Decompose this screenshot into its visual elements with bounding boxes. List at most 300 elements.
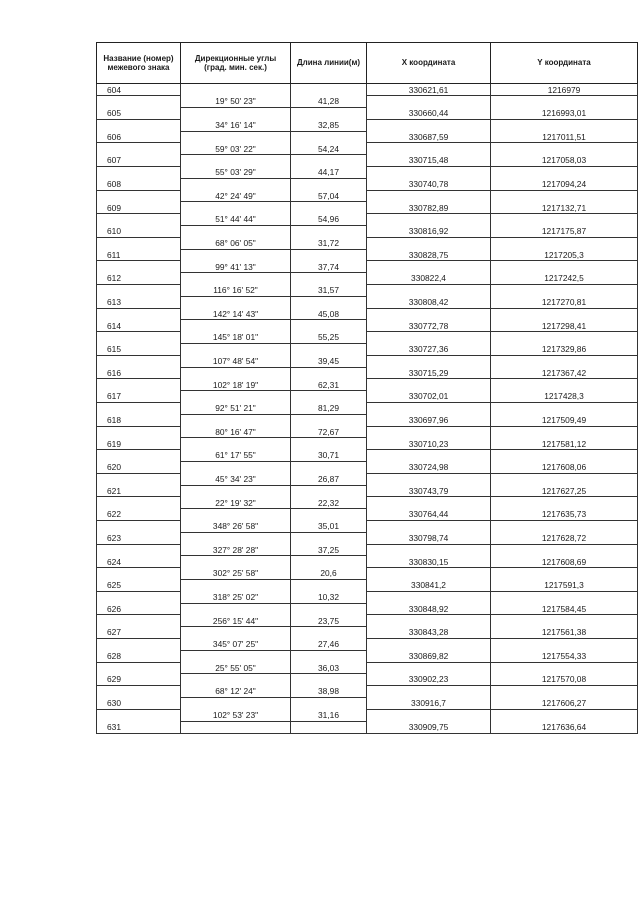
direction-angle-cell: 34° 16' 14"	[181, 119, 291, 131]
y-coordinate-cell: 1217591,3	[491, 579, 638, 591]
y-coordinate-cell	[491, 379, 638, 391]
x-coordinate-cell	[367, 544, 491, 556]
point-name-cell: 615	[97, 344, 181, 356]
direction-angle-cell	[181, 674, 291, 686]
direction-angle-cell	[181, 344, 291, 356]
point-name-cell	[97, 285, 181, 297]
point-name-cell: 616	[97, 367, 181, 379]
direction-angle-cell: 68° 06' 05"	[181, 237, 291, 249]
table-row-point	[97, 320, 638, 332]
x-coordinate-cell: 330740,78	[367, 178, 491, 190]
y-coordinate-cell	[491, 497, 638, 509]
line-length-cell	[291, 509, 367, 521]
x-coordinate-cell	[367, 426, 491, 438]
line-length-cell	[291, 556, 367, 568]
table-row-point	[97, 556, 638, 568]
y-coordinate-cell	[491, 119, 638, 131]
table-row-point	[97, 202, 638, 214]
table-row-segment	[97, 544, 638, 556]
x-coordinate-cell: 330715,29	[367, 367, 491, 379]
y-coordinate-cell	[491, 426, 638, 438]
table-row-segment	[97, 403, 638, 415]
table-row-point	[97, 485, 638, 497]
table-row-segment	[97, 285, 638, 297]
direction-angle-cell	[181, 579, 291, 591]
line-length-cell: 57,04	[291, 190, 367, 202]
point-name-cell: 619	[97, 438, 181, 450]
point-name-cell	[97, 190, 181, 202]
y-coordinate-cell: 1217094,24	[491, 178, 638, 190]
line-length-cell: 31,16	[291, 709, 367, 721]
y-coordinate-cell	[491, 615, 638, 627]
x-coordinate-cell	[367, 379, 491, 391]
y-coordinate-cell: 1217132,71	[491, 202, 638, 214]
y-coordinate-cell: 1217554,33	[491, 650, 638, 662]
line-length-cell: 45,08	[291, 308, 367, 320]
point-name-cell	[97, 237, 181, 249]
x-coordinate-cell: 330772,78	[367, 320, 491, 332]
point-name-cell	[97, 261, 181, 273]
x-coordinate-cell	[367, 167, 491, 179]
direction-angle-cell: 145° 18' 01"	[181, 332, 291, 344]
point-name-cell: 611	[97, 249, 181, 261]
point-name-cell	[97, 167, 181, 179]
direction-angle-cell: 51° 44' 44"	[181, 214, 291, 226]
y-coordinate-cell	[491, 520, 638, 532]
direction-angle-cell	[181, 108, 291, 120]
x-coordinate-cell: 330743,79	[367, 485, 491, 497]
point-name-cell	[97, 450, 181, 462]
point-name-cell: 608	[97, 178, 181, 190]
table-row-segment	[97, 568, 638, 580]
direction-angle-cell	[181, 202, 291, 214]
table-row-segment	[97, 308, 638, 320]
table-row-segment	[97, 520, 638, 532]
point-name-cell: 621	[97, 485, 181, 497]
x-coordinate-cell	[367, 143, 491, 155]
y-coordinate-cell: 1217636,64	[491, 721, 638, 733]
direction-angle-cell: 116° 16' 52"	[181, 285, 291, 297]
line-length-cell: 23,75	[291, 615, 367, 627]
x-coordinate-cell: 330798,74	[367, 532, 491, 544]
table-row-point	[97, 391, 638, 403]
point-name-cell: 610	[97, 226, 181, 238]
x-coordinate-cell: 330660,44	[367, 108, 491, 120]
y-coordinate-cell: 1217367,42	[491, 367, 638, 379]
table-row-segment	[97, 379, 638, 391]
table-row-point	[97, 414, 638, 426]
direction-angle-cell	[181, 556, 291, 568]
y-coordinate-cell: 1217570,08	[491, 674, 638, 686]
x-coordinate-cell	[367, 261, 491, 273]
table-row-segment	[97, 709, 638, 721]
table-row-point	[97, 509, 638, 521]
table-row-segment	[97, 237, 638, 249]
table-row-point	[97, 462, 638, 474]
table-row-point	[97, 367, 638, 379]
table-row-point	[97, 438, 638, 450]
x-coordinate-cell	[367, 662, 491, 674]
x-coordinate-cell: 330782,89	[367, 202, 491, 214]
y-coordinate-cell	[491, 355, 638, 367]
line-length-cell: 54,96	[291, 214, 367, 226]
x-coordinate-cell	[367, 568, 491, 580]
x-coordinate-cell: 330764,44	[367, 509, 491, 521]
y-coordinate-cell	[491, 544, 638, 556]
point-name-cell: 605	[97, 108, 181, 120]
direction-angle-cell: 102° 53' 23"	[181, 709, 291, 721]
y-coordinate-cell	[491, 96, 638, 108]
line-length-cell	[291, 532, 367, 544]
line-length-cell: 27,46	[291, 638, 367, 650]
direction-angle-cell: 19° 50' 23"	[181, 96, 291, 108]
table-row-point	[97, 697, 638, 709]
y-coordinate-cell	[491, 662, 638, 674]
table-row-segment	[97, 615, 638, 627]
direction-angle-cell	[181, 438, 291, 450]
x-coordinate-cell	[367, 615, 491, 627]
point-name-cell: 629	[97, 674, 181, 686]
direction-angle-cell	[181, 603, 291, 615]
point-name-cell	[97, 143, 181, 155]
y-coordinate-cell: 1217608,06	[491, 462, 638, 474]
line-length-cell: 38,98	[291, 686, 367, 698]
point-name-cell: 618	[97, 414, 181, 426]
table-row-point	[97, 155, 638, 167]
line-length-cell	[291, 462, 367, 474]
direction-angle-cell	[181, 532, 291, 544]
table-row-point	[97, 131, 638, 143]
direction-angle-cell	[181, 273, 291, 285]
direction-angle-cell	[181, 627, 291, 639]
table-row-point	[97, 674, 638, 686]
y-coordinate-cell: 1217606,27	[491, 697, 638, 709]
point-name-cell: 604	[97, 84, 181, 96]
x-coordinate-cell: 330909,75	[367, 721, 491, 733]
point-name-cell: 612	[97, 273, 181, 285]
point-name-cell	[97, 591, 181, 603]
point-name-cell	[97, 403, 181, 415]
y-coordinate-cell	[491, 261, 638, 273]
direction-angle-cell: 61° 17' 55"	[181, 450, 291, 462]
x-coordinate-cell	[367, 520, 491, 532]
line-length-cell: 35,01	[291, 520, 367, 532]
line-length-cell	[291, 414, 367, 426]
x-coordinate-cell	[367, 686, 491, 698]
point-name-cell	[97, 615, 181, 627]
line-length-cell: 26,87	[291, 473, 367, 485]
x-coordinate-cell: 330715,48	[367, 155, 491, 167]
x-coordinate-cell	[367, 473, 491, 485]
direction-angle-cell	[181, 249, 291, 261]
direction-angle-cell: 102° 18' 19"	[181, 379, 291, 391]
x-coordinate-cell: 330702,01	[367, 391, 491, 403]
point-name-cell	[97, 686, 181, 698]
direction-angle-cell: 142° 14' 43"	[181, 308, 291, 320]
point-name-cell	[97, 426, 181, 438]
x-coordinate-cell: 330869,82	[367, 650, 491, 662]
line-length-cell: 31,57	[291, 285, 367, 297]
table-row-segment	[97, 355, 638, 367]
line-length-cell: 44,17	[291, 167, 367, 179]
table-row-segment	[97, 190, 638, 202]
table-row-segment	[97, 261, 638, 273]
direction-angle-cell	[181, 296, 291, 308]
line-length-cell: 55,25	[291, 332, 367, 344]
table-row-point	[97, 249, 638, 261]
direction-angle-cell	[181, 697, 291, 709]
direction-angle-cell: 80° 16' 47"	[181, 426, 291, 438]
table-row-segment	[97, 473, 638, 485]
header-point-name: Название (номер) межевого знака	[97, 43, 181, 84]
table-row-segment	[97, 143, 638, 155]
point-name-cell: 617	[97, 391, 181, 403]
direction-angle-cell: 107° 48' 54"	[181, 355, 291, 367]
table-row-segment	[97, 686, 638, 698]
y-coordinate-cell	[491, 143, 638, 155]
y-coordinate-cell: 1217627,25	[491, 485, 638, 497]
table-body	[97, 84, 638, 734]
direction-angle-cell: 99° 41' 13"	[181, 261, 291, 273]
table-row-point	[97, 603, 638, 615]
y-coordinate-cell: 1217270,81	[491, 296, 638, 308]
point-name-cell: 620	[97, 462, 181, 474]
direction-angle-cell	[181, 650, 291, 662]
table-row-point	[97, 296, 638, 308]
line-length-cell	[291, 273, 367, 285]
y-coordinate-cell: 1217242,5	[491, 273, 638, 285]
line-length-cell	[291, 697, 367, 709]
y-coordinate-cell: 1217509,49	[491, 414, 638, 426]
y-coordinate-cell	[491, 638, 638, 650]
y-coordinate-cell: 1217428,3	[491, 391, 638, 403]
direction-angle-cell: 345° 07' 25"	[181, 638, 291, 650]
table-row-point	[97, 344, 638, 356]
y-coordinate-cell: 1217581,12	[491, 438, 638, 450]
line-length-cell	[291, 391, 367, 403]
y-coordinate-cell: 1216979	[491, 84, 638, 96]
line-length-cell: 54,24	[291, 143, 367, 155]
x-coordinate-cell: 330808,42	[367, 296, 491, 308]
x-coordinate-cell: 330621,61	[367, 84, 491, 96]
direction-angle-cell	[181, 721, 291, 733]
line-length-cell	[291, 579, 367, 591]
point-name-cell: 622	[97, 509, 181, 521]
direction-angle-cell	[181, 462, 291, 474]
point-name-cell	[97, 332, 181, 344]
y-coordinate-cell: 1217298,41	[491, 320, 638, 332]
line-length-cell: 30,71	[291, 450, 367, 462]
table-row-segment	[97, 450, 638, 462]
y-coordinate-cell: 1217058,03	[491, 155, 638, 167]
line-length-cell	[291, 320, 367, 332]
line-length-cell	[291, 603, 367, 615]
direction-angle-cell: 256° 15' 44"	[181, 615, 291, 627]
y-coordinate-cell	[491, 237, 638, 249]
x-coordinate-cell: 330902,23	[367, 674, 491, 686]
y-coordinate-cell: 1217175,87	[491, 226, 638, 238]
point-name-cell	[97, 497, 181, 509]
direction-angle-cell: 348° 26' 58"	[181, 520, 291, 532]
direction-angle-cell: 55° 03' 29"	[181, 167, 291, 179]
table-row-point	[97, 721, 638, 733]
line-length-cell: 72,67	[291, 426, 367, 438]
line-length-cell	[291, 249, 367, 261]
y-coordinate-cell	[491, 190, 638, 202]
x-coordinate-cell: 330830,15	[367, 556, 491, 568]
line-length-cell	[291, 674, 367, 686]
x-coordinate-cell: 330697,96	[367, 414, 491, 426]
point-name-cell	[97, 520, 181, 532]
table-header	[97, 43, 638, 84]
direction-angle-cell: 22° 19' 32"	[181, 497, 291, 509]
y-coordinate-cell: 1217628,72	[491, 532, 638, 544]
point-name-cell	[97, 638, 181, 650]
x-coordinate-cell: 330841,2	[367, 579, 491, 591]
point-name-cell	[97, 355, 181, 367]
line-length-cell	[291, 178, 367, 190]
direction-angle-cell	[181, 155, 291, 167]
line-length-cell	[291, 84, 367, 96]
x-coordinate-cell	[367, 96, 491, 108]
line-length-cell: 31,72	[291, 237, 367, 249]
x-coordinate-cell: 330710,23	[367, 438, 491, 450]
table-row-segment	[97, 638, 638, 650]
direction-angle-cell: 59° 03' 22"	[181, 143, 291, 155]
point-name-cell	[97, 709, 181, 721]
line-length-cell	[291, 131, 367, 143]
point-name-cell: 625	[97, 579, 181, 591]
direction-angle-cell	[181, 84, 291, 96]
y-coordinate-cell	[491, 709, 638, 721]
x-coordinate-cell	[367, 119, 491, 131]
table-row-point	[97, 84, 638, 96]
line-length-cell	[291, 296, 367, 308]
line-length-cell	[291, 438, 367, 450]
line-length-cell: 22,32	[291, 497, 367, 509]
line-length-cell: 37,25	[291, 544, 367, 556]
line-length-cell	[291, 344, 367, 356]
direction-angle-cell	[181, 320, 291, 332]
point-name-cell: 624	[97, 556, 181, 568]
y-coordinate-cell: 1217608,69	[491, 556, 638, 568]
y-coordinate-cell	[491, 686, 638, 698]
point-name-cell	[97, 96, 181, 108]
table-row-point	[97, 273, 638, 285]
point-name-cell	[97, 544, 181, 556]
table-row-point	[97, 579, 638, 591]
y-coordinate-cell	[491, 591, 638, 603]
x-coordinate-cell: 330848,92	[367, 603, 491, 615]
direction-angle-cell	[181, 391, 291, 403]
line-length-cell: 62,31	[291, 379, 367, 391]
point-name-cell	[97, 119, 181, 131]
direction-angle-cell: 327° 28' 28"	[181, 544, 291, 556]
direction-angle-cell	[181, 414, 291, 426]
line-length-cell	[291, 367, 367, 379]
y-coordinate-cell: 1217329,86	[491, 344, 638, 356]
table-row-segment	[97, 96, 638, 108]
y-coordinate-cell	[491, 285, 638, 297]
point-name-cell	[97, 473, 181, 485]
x-coordinate-cell	[367, 190, 491, 202]
line-length-cell: 32,85	[291, 119, 367, 131]
x-coordinate-cell	[367, 285, 491, 297]
direction-angle-cell: 68° 12' 24"	[181, 686, 291, 698]
x-coordinate-cell: 330822,4	[367, 273, 491, 285]
line-length-cell	[291, 226, 367, 238]
line-length-cell	[291, 627, 367, 639]
boundary-coordinates-document	[96, 42, 637, 734]
y-coordinate-cell	[491, 403, 638, 415]
direction-angle-cell: 302° 25' 58"	[181, 568, 291, 580]
y-coordinate-cell: 1217011,51	[491, 131, 638, 143]
line-length-cell: 39,45	[291, 355, 367, 367]
point-name-cell: 623	[97, 532, 181, 544]
line-length-cell: 20,6	[291, 568, 367, 580]
line-length-cell	[291, 650, 367, 662]
x-coordinate-cell: 330816,92	[367, 226, 491, 238]
header-x-coordinate: X координата	[367, 43, 491, 84]
y-coordinate-cell: 1216993,01	[491, 108, 638, 120]
x-coordinate-cell	[367, 332, 491, 344]
x-coordinate-cell: 330828,75	[367, 249, 491, 261]
line-length-cell	[291, 108, 367, 120]
direction-angle-cell: 25° 55' 05"	[181, 662, 291, 674]
table-row-segment	[97, 332, 638, 344]
point-name-cell	[97, 379, 181, 391]
direction-angle-cell: 92° 51' 21"	[181, 403, 291, 415]
header-y-coordinate: Y координата	[491, 43, 638, 84]
point-name-cell: 627	[97, 627, 181, 639]
x-coordinate-cell	[367, 237, 491, 249]
y-coordinate-cell	[491, 332, 638, 344]
y-coordinate-cell	[491, 450, 638, 462]
direction-angle-cell	[181, 178, 291, 190]
y-coordinate-cell: 1217561,38	[491, 627, 638, 639]
line-length-cell	[291, 721, 367, 733]
x-coordinate-cell: 330916,7	[367, 697, 491, 709]
x-coordinate-cell: 330727,36	[367, 344, 491, 356]
line-length-cell	[291, 485, 367, 497]
direction-angle-cell	[181, 131, 291, 143]
point-name-cell	[97, 568, 181, 580]
coordinates-table	[96, 42, 638, 734]
point-name-cell: 626	[97, 603, 181, 615]
x-coordinate-cell	[367, 214, 491, 226]
table-row-point	[97, 178, 638, 190]
table-row-segment	[97, 167, 638, 179]
x-coordinate-cell	[367, 638, 491, 650]
y-coordinate-cell	[491, 308, 638, 320]
table-row-segment	[97, 497, 638, 509]
point-name-cell: 628	[97, 650, 181, 662]
x-coordinate-cell: 330687,59	[367, 131, 491, 143]
header-direction-angle: Дирекционные углы (град. мин. сек.)	[181, 43, 291, 84]
point-name-cell: 614	[97, 320, 181, 332]
table-row-segment	[97, 426, 638, 438]
point-name-cell: 609	[97, 202, 181, 214]
point-name-cell	[97, 214, 181, 226]
point-name-cell	[97, 662, 181, 674]
direction-angle-cell	[181, 509, 291, 521]
table-row-segment	[97, 214, 638, 226]
x-coordinate-cell	[367, 591, 491, 603]
table-row-point	[97, 627, 638, 639]
table-row-point	[97, 226, 638, 238]
direction-angle-cell	[181, 485, 291, 497]
y-coordinate-cell	[491, 214, 638, 226]
